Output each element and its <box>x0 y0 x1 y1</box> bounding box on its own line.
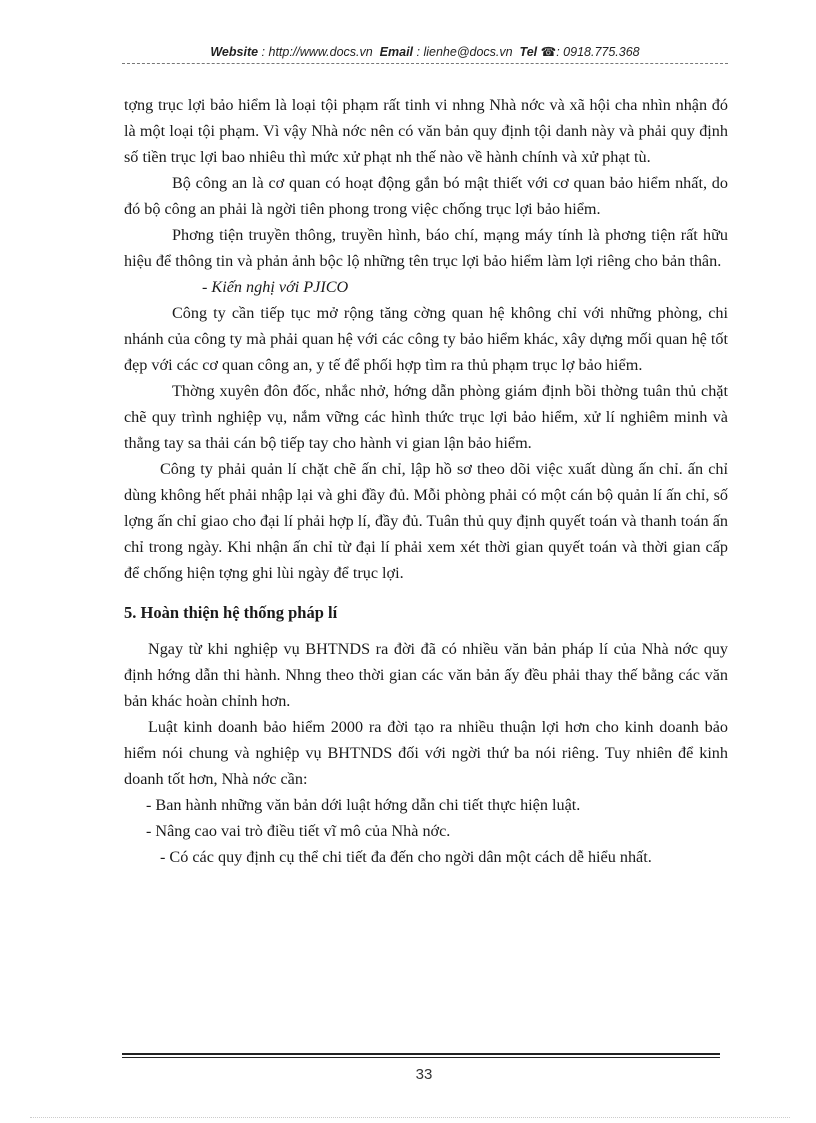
list-item: - Ban hành những văn bản dới luật hớng dẫn chi tiết thực hiện luật. <box>146 796 581 814</box>
page-number: 33 <box>415 1066 433 1083</box>
page-header <box>122 44 728 59</box>
document-body <box>124 92 728 870</box>
paragraph: tợng trục lợi bảo hiểm là loại tội phạm rất tinh vi nhng Nhà nớc và xã hội cha nhìn nhận đó là một loại tội phạm. Vì vậy Nhà nớc nên có văn bản quy định tội danh này và phải quy định số tiền trục lợi bao nhiêu thì mức xử phạt nh thế nào về hành chính và xử phạt tù. <box>124 96 728 166</box>
section-heading: 5. Hoàn thiện hệ thống pháp lí <box>124 603 338 622</box>
paragraph: Ngay từ khi nghiệp vụ BHTNDS ra đời đã có nhiều văn bản pháp lí của Nhà nớc quy định hớng dẫn thi hành. Nhng theo thời gian các văn bản ấy đều phải thay thế bằng các văn bản khác hoàn chỉnh hơn. <box>124 640 728 710</box>
phone-icon: ☎ <box>540 45 557 59</box>
list-item: - Có các quy định cụ thể chi tiết đa đến cho ngời dân một cách dễ hiểu nhất. <box>160 848 652 866</box>
tel-value: : 0918.775.368 <box>556 45 640 59</box>
email-label: Email <box>379 45 414 59</box>
footer-divider-thin <box>122 1057 720 1058</box>
email-value: : lienhe@docs.vn <box>416 45 513 59</box>
paragraph: Công ty cần tiếp tục mở rộng tăng cờng quan hệ không chỉ với những phòng, chi nhánh của công ty mà phải quan hệ với các công ty bảo hiểm khác, xây dựng mối quan hệ tốt đẹp với các cơ quan công an, y tế để phối hợp tìm ra thủ phạm trục lợ bảo hiểm. <box>124 304 728 374</box>
paragraph: Thờng xuyên đôn đốc, nhắc nhở, hớng dẫn phòng giám định bồi thờng tuân thủ chặt chẽ quy trình nghiệp vụ, nắm vững các hình thức trục lợi bảo hiểm, xử lí nghiêm minh và thẳng tay sa thải cán bộ tiếp tay cho hành vi gian lận bảo hiểm. <box>124 382 728 452</box>
paragraph: Luật kinh doanh bảo hiểm 2000 ra đời tạo ra nhiều thuận lợi hơn cho kinh doanh bảo hiểm nói chung và nghiệp vụ BHTNDS đối với ngời thứ ba nói riêng. Tuy nhiên để kinh doanh tốt hơn, Nhà nớc cần: <box>124 718 728 788</box>
page-edge-dots <box>30 1117 790 1118</box>
subheading: - Kiến nghị với PJICO <box>202 278 349 296</box>
website-label: Website <box>210 45 259 59</box>
paragraph: Phơng tiện truyền thông, truyền hình, báo chí, mạng máy tính là phơng tiện rất hữu hiệu để thông tin và phản ảnh bộc lộ những tên trục lợi bảo hiểm làm lợi riêng cho bản thân. <box>124 226 728 270</box>
website-value: : http://www.docs.vn <box>261 45 373 59</box>
header-divider <box>122 63 728 64</box>
paragraph: Bộ công an là cơ quan có hoạt động gắn bó mật thiết với cơ quan bảo hiểm nhất, do đó bộ công an phải là ngời tiên phong trong việc chống trục lợi bảo hiểm. <box>124 174 728 218</box>
paragraph: Công ty phải quản lí chặt chẽ ấn chỉ, lập hồ sơ theo dõi việc xuất dùng ấn chỉ. ấn chỉ dùng không hết phải nhập lại và ghi đầy đủ. Mỗi phòng phải có một cán bộ quản lí ấn chỉ, số lợng ấn chỉ giao cho đại lí phải hợp lí, đầy đủ. Tuân thủ quy định quyết toán và thanh toán ấn chỉ trong ngày. Khi nhận ấn chỉ từ đại lí phải xem xét thời gian quyết toán và thời gian cấp để chống hiện tợng ghi lùi ngày để trục lợi. <box>124 460 728 582</box>
list-item: - Nâng cao vai trò điều tiết vĩ mô của Nhà nớc. <box>146 822 451 840</box>
footer-divider-thick <box>122 1053 720 1055</box>
tel-label: Tel <box>519 45 538 59</box>
